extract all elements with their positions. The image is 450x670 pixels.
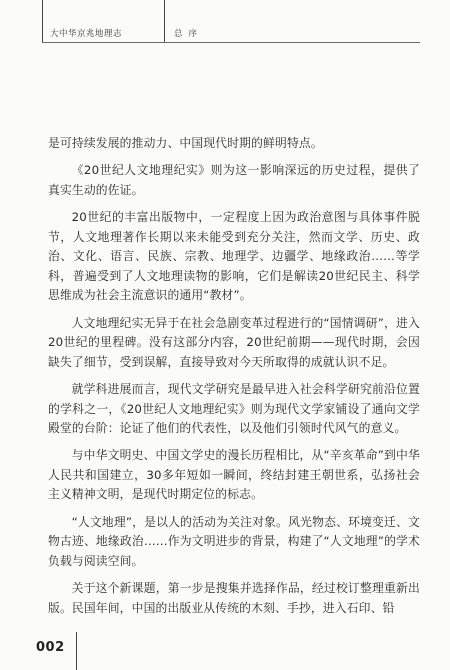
paragraph: 关于这个新课题，第一步是搜集并选择作品，经过校订整理重新出版。民国年间，中国的出版业从传统的木刻、手抄，进入石印、铅 — [48, 581, 420, 615]
paragraph: 20世纪的丰富出版物中，一定程度上因为政治意图与具体事件脱节，人文地理著作长期以来未能受到充分关注，然而文学、历史、政治、文化、语言、民族、宗教、地理学、边疆学、地缘政治……等学科，普遍受到了人文地理读物的影响，它们是解读20世纪民主、科学思维成为社会主流意识的通用“教材”。 — [48, 209, 420, 303]
body-text — [48, 134, 420, 618]
paragraph: 是可持续发展的推动力、中国现代时期的鲜明特点。 — [48, 136, 323, 150]
paragraph: 与中华文明史、中国文学史的漫长历程相比，从“辛亥革命”到中华人民共和国建立，30多年短如一瞬间，终结封建王朝世系，弘扬社会主义精神文明，是现代时期定位的标志。 — [48, 448, 420, 502]
page-number: 002 — [36, 640, 65, 655]
paragraph: 人文地理纪实无异于在社会急剧变革过程进行的“国情调研”，进入20世纪的里程碑。没有这部分内容，20世纪前期——现代时期，会因缺失了细节，受到误解，直接导致对今天所取得的成就认识不足。 — [48, 315, 420, 369]
running-head — [0, 0, 450, 52]
running-head-book-title: 大中华京兆地理志 — [50, 29, 123, 39]
paragraph: 就学科进展而言，现代文学研究是最早进入社会科学研究前沿位置的学科之一，《20世纪人文地理纪实》则为现代文学家铺设了通向文学殿堂的台阶：论证了他们的代表性，以及他们引领时代风气的意义。 — [48, 381, 420, 436]
running-head-bottom-rule — [42, 42, 420, 43]
running-head-section: 总序 — [174, 29, 204, 39]
paragraph: “人文地理”，是以人的活动为关注对象。风光物态、环境变迁、文物古迹、地缘政治……作为文明进步的背景，构建了“人文地理”的学术负载与阅读空间。 — [48, 514, 420, 568]
running-head-divider — [164, 0, 165, 43]
running-head-left-rule — [42, 0, 43, 43]
folio-rule — [76, 632, 77, 670]
paragraph: 《20世纪人文地理纪实》则为这一影响深远的历史过程，提供了真实生动的佐证。 — [48, 163, 420, 197]
